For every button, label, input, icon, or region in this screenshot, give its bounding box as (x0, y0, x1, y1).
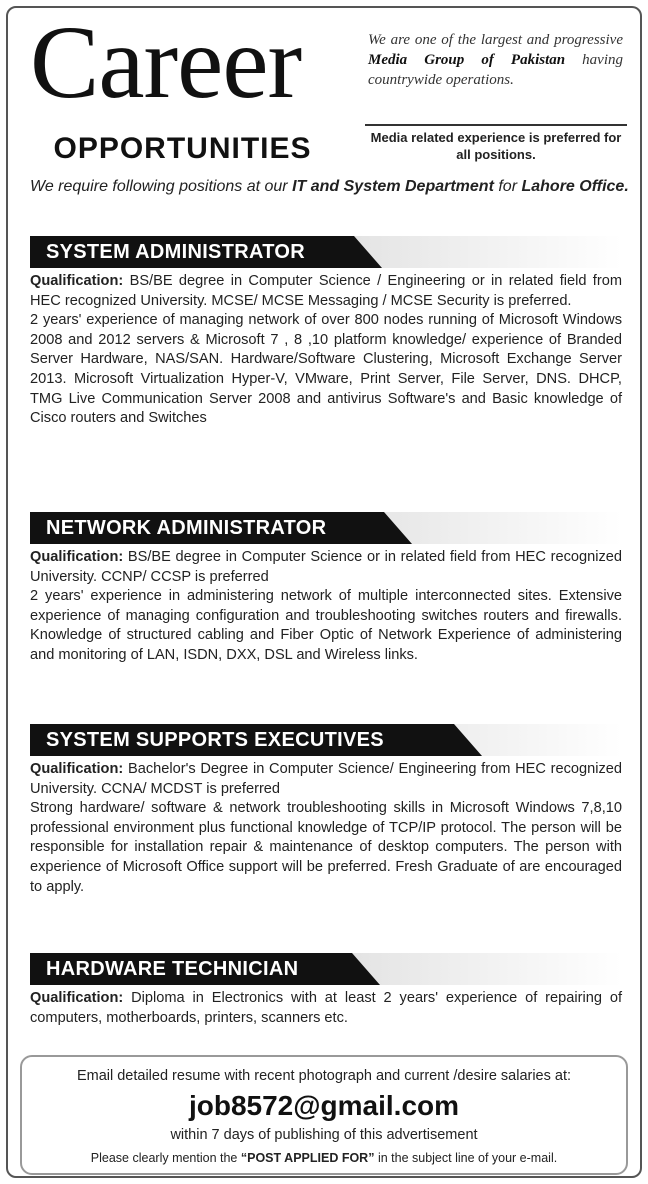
application-deadline: within 7 days of publishing of this advertisement (170, 1127, 478, 1143)
subject-line-note (22, 1150, 626, 1166)
position-description (30, 760, 622, 897)
position-title: NETWORK ADMINISTRATOR (46, 517, 327, 539)
location-name: Lahore Office. (521, 178, 629, 195)
position-system-administrator (30, 236, 622, 429)
position-banner (30, 512, 622, 544)
position-title: SYSTEM ADMINISTRATOR (46, 241, 305, 263)
position-banner (30, 236, 622, 268)
experience-text: Strong hardware/ software & network troubleshooting skills in Microsoft Windows 7,8,10 professional environment plus functional knowledge of TCP/IP protocol. The person will be responsible for installation repair & maintenance of desktop computers. The person with experience of Microsoft Office support will be preferred. Fresh Graduate of are encouraged to apply. (30, 800, 622, 895)
experience-text: 2 years' experience of managing network of over 800 nodes running of Microsoft Windows 2008 and 2012 servers & Microsoft 7 , 8 ,10 platform knowledge/ experience of Branded Server Hardware, NAS/SAN. Hardware/Software Clustering, Microsoft Exchange Server 2013. Microsoft Virtualization Hyper-V, VMware, Print Server, File Server, DNS. DHCP, TMG Live Communication Server 2008 and antivirus Software's and Basic knowledge of Cisco routers and Switches (30, 312, 622, 427)
experience-text: 2 years' experience in administering network of multiple interconnected sites. Extensive experience of managing configuration and troubleshooting switches routers and firewalls. Knowledge of structured cabling and Fiber Optic of Network Experience of administering and monitoring of LAN, ISDN, DXX, DSL and Wireless links. (30, 588, 622, 663)
position-banner (30, 724, 622, 756)
lead-text-1: We require following positions at our (30, 178, 288, 195)
qualification-label: Qualification: (30, 273, 124, 289)
qualification-label: Qualification: (30, 549, 124, 565)
position-title: SYSTEM SUPPORTS EXECUTIVES (46, 729, 384, 751)
qualification-text: BS/BE degree in Computer Science / Engineering or in related field from HEC recognized University. MCSE/ MCSE Messaging / MCSE Security is preferred. (30, 273, 622, 309)
position-system-supports-executives (30, 724, 622, 897)
note-text-2: in the subject line of your e-mail. (377, 1151, 558, 1165)
lead-paragraph (30, 176, 630, 197)
opportunities-subtitle: OPPORTUNITIES (53, 132, 312, 165)
qualification-text: Bachelor's Degree in Computer Science/ Engineering from HEC recognized University. CCNA/ MCDST is preferred (30, 761, 622, 797)
post-applied-for: “POST APPLIED FOR” (240, 1151, 375, 1165)
position-hardware-technician (30, 953, 622, 1028)
position-network-administrator (30, 512, 622, 666)
experience-preference: Media related experience is preferred for all positions. (365, 124, 627, 163)
application-footer (20, 1055, 628, 1175)
company-name: Media Group of Pakistan (368, 52, 566, 68)
position-banner (30, 953, 622, 985)
lead-text-2: for (498, 178, 518, 195)
position-description (30, 989, 622, 1028)
department-name: IT and System Department (292, 178, 494, 195)
position-description (30, 548, 622, 666)
position-description (30, 272, 622, 429)
career-title: Career (30, 5, 302, 120)
note-text-1: Please clearly mention the (90, 1151, 238, 1165)
contact-email[interactable]: job8572@gmail.com (188, 1090, 460, 1121)
application-instruction: Email detailed resume with recent photograph and current /desire salaries at: (76, 1068, 572, 1084)
position-title: HARDWARE TECHNICIAN (46, 958, 299, 980)
intro-text-2: having countrywide operations. (368, 52, 623, 88)
qualification-label: Qualification: (30, 990, 124, 1006)
qualification-text: Diploma in Electronics with at least 2 years' experience of repairing of computers, motherboards, printers, scanners etc. (30, 990, 622, 1026)
qualification-text: BS/BE degree in Computer Science or in related field from HEC recognized University. CCNP/ CCSP is preferred (30, 549, 622, 585)
intro-text-1: We are one of the largest and progressive (368, 32, 623, 48)
company-intro (368, 30, 623, 90)
qualification-label: Qualification: (30, 761, 124, 777)
